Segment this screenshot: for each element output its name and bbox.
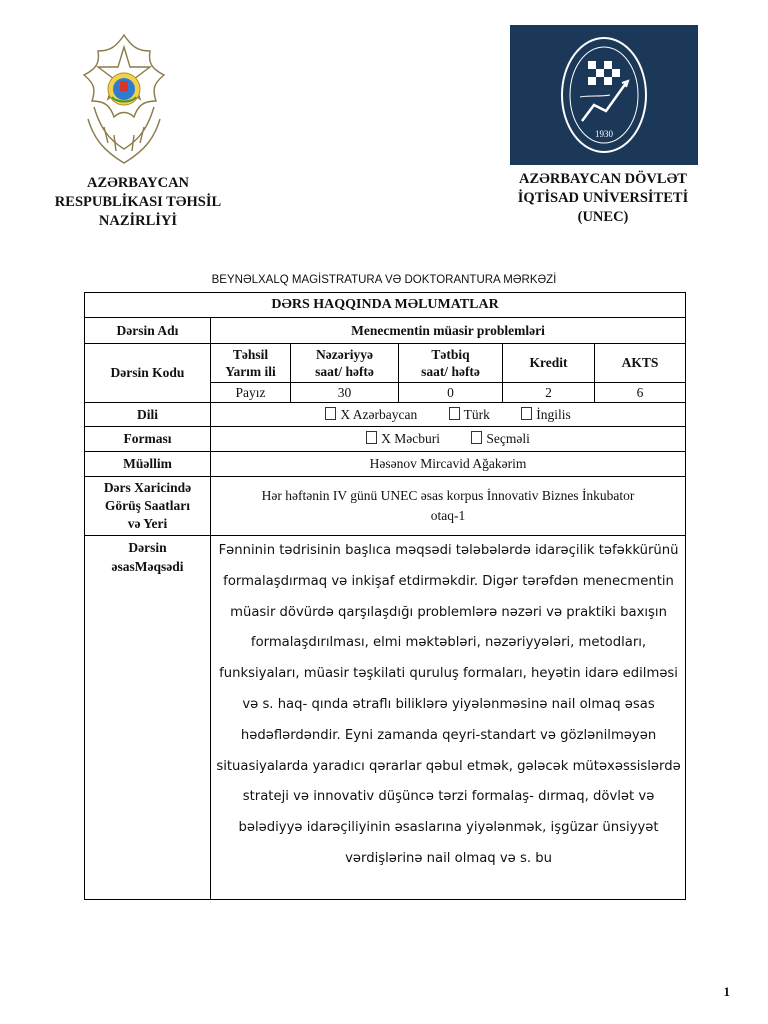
form-label: Forması: [85, 427, 211, 452]
language-label: Dili: [85, 403, 211, 427]
course-name-value: Menecmentin müasir problemləri: [211, 318, 686, 344]
purpose-label-line: Dərsin: [128, 540, 167, 555]
consult-label: [85, 477, 211, 536]
language-option-label: Türk: [463, 406, 490, 422]
credit-value: 2: [503, 383, 595, 403]
form-options: [211, 427, 686, 452]
checkbox-icon: [366, 431, 377, 444]
language-options: [211, 403, 686, 427]
ministry-name: [30, 174, 246, 231]
ministry-name-line: RESPUBLİKASI TƏHSİL: [54, 194, 222, 210]
language-option-label: İngilis: [536, 406, 571, 422]
svg-text:1930: 1930: [595, 129, 613, 139]
practice-value: 0: [399, 383, 503, 403]
university-name-line: İQTİSAD UNİVERSİTETİ: [517, 190, 689, 206]
purpose-text: [211, 536, 686, 900]
form-option-mandatory[interactable]: [366, 431, 440, 446]
teacher-label: Müəllim: [85, 452, 211, 477]
course-name-label: Dərsin Adı: [85, 318, 211, 344]
practice-header-line: Tətbiq: [431, 347, 470, 362]
university-name: [488, 170, 718, 227]
language-option-english[interactable]: [521, 407, 571, 422]
form-option-elective[interactable]: [471, 431, 530, 446]
language-option-turkish[interactable]: [449, 407, 490, 422]
ects-value: 6: [595, 383, 686, 403]
language-option-label: X Azərbaycan: [340, 406, 418, 422]
consult-value: [211, 477, 686, 536]
consult-label-line: Dərs Xaricində: [103, 480, 192, 495]
semester-header-line: Yarım ili: [225, 364, 276, 379]
course-code-label: Dərsin Kodu: [85, 344, 211, 403]
language-option-azerbaijani[interactable]: [325, 407, 417, 422]
table-title: DƏRS HAQQINDA MƏLUMATLAR: [85, 293, 686, 318]
consult-value-line: otaq-1: [430, 508, 466, 523]
form-option-label: X Məcburi: [381, 431, 441, 446]
practice-header: [399, 344, 503, 383]
teacher-value: Həsənov Mircavid Ağakərim: [211, 452, 686, 477]
center-name: BEYNƏLXALQ MAGİSTRATURA VƏ DOKTORANTURA MƏRKƏZİ: [211, 274, 557, 286]
ministry-name-line: NAZİRLİYİ: [98, 213, 178, 229]
checkbox-icon: [521, 407, 532, 420]
theory-value: 30: [291, 383, 399, 403]
purpose-label-line: əsasMəqsədi: [111, 559, 184, 574]
theory-header-line: Nəzəriyyə: [316, 347, 373, 362]
ministry-name-line: AZƏRBAYCAN: [86, 175, 190, 191]
theory-header: [291, 344, 399, 383]
checkbox-icon: [325, 407, 336, 420]
form-option-label: Seçməli: [486, 431, 530, 446]
theory-header-line: saat/ həftə: [315, 364, 374, 379]
semester-value: Payız: [211, 383, 291, 403]
practice-header-line: saat/ həftə: [421, 364, 480, 379]
checkbox-icon: [471, 431, 482, 444]
semester-header: [211, 344, 291, 383]
consult-label-line: və Yeri: [127, 516, 168, 531]
purpose-text-content: Fənninin tədrisinin başlıca məqsədi tələbələrdə idarəçilik təfəkkürünü formalaşdırmaq və inkişaf etdirməkdir. Digər tərəfdən menecmentin müasir dövürdə qarşılaşdığı problemlərə nəzəri və praktiki baxışın formalaşdırılması, elmi məktəbləri, nəzəriyyələri, metodları, funksiyaları, müasir təşkilati quruluş formaları, heyətin idarə edilməsi və s. haq- qında ətraflı biliklərə yiyələnməsinə nail olmaq əsas hədəflərdəndir. Eyni zamanda qeyri-standart və gözlənilməyən situasiyalarda yaradıcı qərarlar qəbul etmək, gələcək mütəxəssislərdə strateji və innovativ düşüncə tərzi formalaş- dırmaq, dövlət və bələdiyyə idarəçiliyinin əsaslarına yiyələnmək, işgüzar ünsiyyət vərdişlərinə nail olmaq və s. bu: [216, 543, 681, 866]
university-name-line: (UNEC): [577, 209, 629, 225]
page-number: 1: [723, 984, 730, 999]
consult-value-line: Hər həftənin IV günü UNEC əsas korpus İnnovativ Biznes İnkubator: [261, 488, 635, 503]
purpose-label: [85, 536, 211, 900]
course-info-table: [84, 292, 686, 900]
unec-logo: [510, 25, 698, 165]
semester-header-line: Təhsil: [232, 347, 269, 362]
university-name-line: AZƏRBAYCAN DÖVLƏT: [519, 171, 687, 187]
ministry-emblem: [64, 27, 184, 172]
consult-label-line: Görüş Saatları: [104, 498, 191, 513]
checkbox-icon: [449, 407, 460, 420]
credit-header: Kredit: [503, 344, 595, 383]
ects-header: AKTS: [595, 344, 686, 383]
